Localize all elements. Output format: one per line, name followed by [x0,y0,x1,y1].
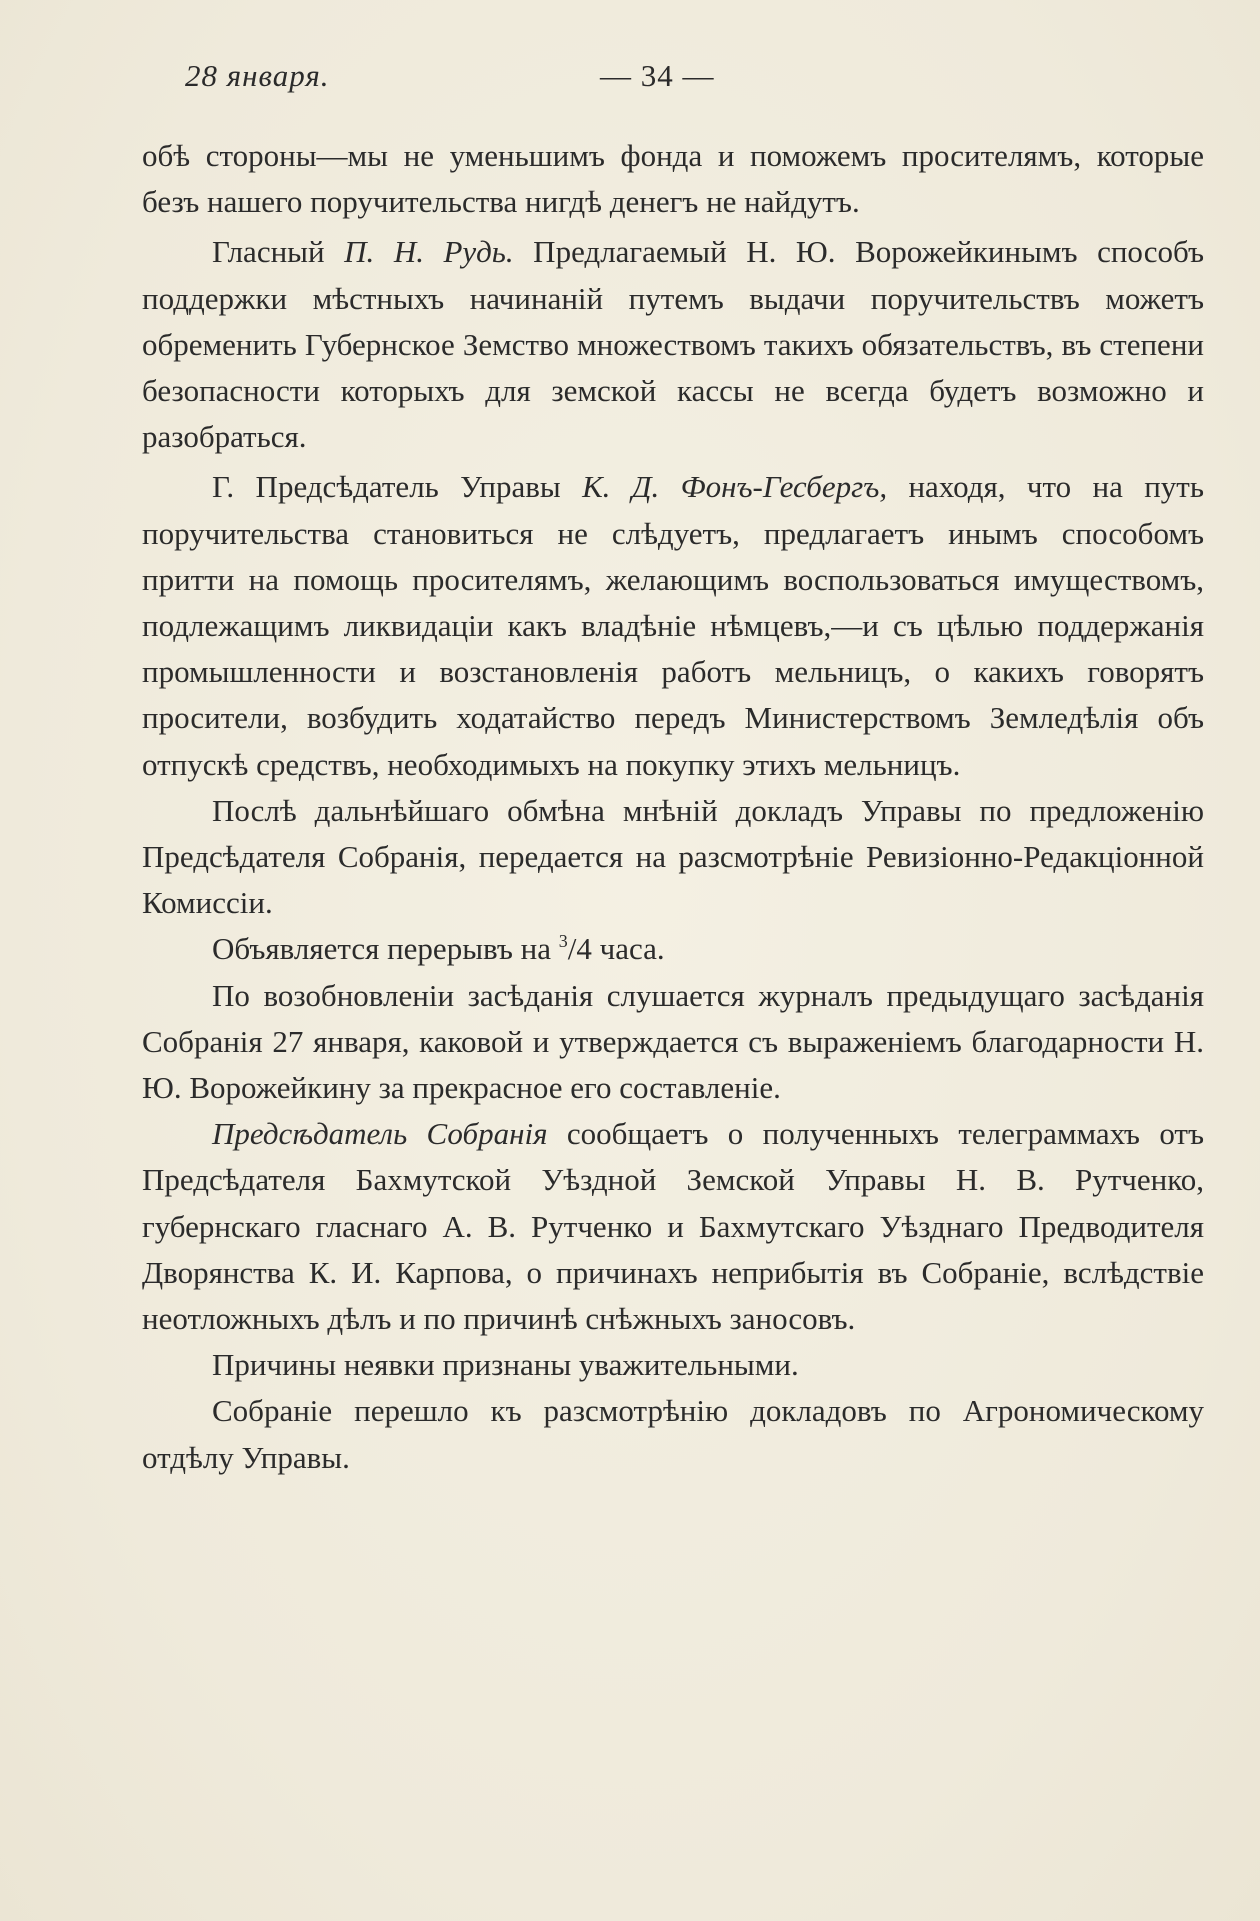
paragraph-9-text: Собраніе перешло къ разсмотрѣнію докладовъ по Агрономическому отдѣлу Управы. [142,1393,1204,1475]
paragraph-2-lead: Гласный [212,234,345,270]
header-date: 28 января. [185,58,330,93]
paragraph-1 [142,133,1204,225]
paragraph-4-text: Послѣ дальнѣйшаго обмѣна мнѣній докладъ Управы по предложенію Предсѣдателя Собранія, передается на разсмотрѣніе Ревизіонно-Редакціонной Комиссіи. [142,792,1204,921]
fraction-numerator: 3 [558,931,568,952]
paragraph-1-text: обѣ стороны—мы не уменьшимъ фонда и поможемъ просителямъ, которые безъ нашего поручительства нигдѣ денегъ не найдутъ. [142,138,1204,220]
speaker-name-rud: П. Н. Рудь. [344,234,514,270]
paragraph-6 [142,973,1204,1112]
document-body [142,133,1204,1481]
page-header [0,58,1260,108]
paragraph-2 [142,229,1204,460]
page-number: — 34 — [600,58,715,93]
speaker-name-chairman: Предсѣдатель Собранія [212,1116,548,1152]
paragraph-2-text: Предлагаемый Н. Ю. Ворожейкинымъ способъ поддержки мѣстныхъ начинаній путемъ выдачи поручительствъ можетъ обременить Губернское Земство множествомъ такихъ обязательствъ, въ степени безопасности которыхъ для земской кассы не всегда будетъ возможно и разобраться. [142,234,1204,455]
paragraph-3-text: находя, что на путь поручительства становиться не слѣдуетъ, предлагаетъ инымъ способомъ притти на помощь просителямъ, желающимъ воспользоваться имуществомъ, подлежащимъ ликвидаціи какъ владѣніе нѣмцевъ,—и съ цѣлью поддержанія промышленности и возстановленія работъ мельницъ, о какихъ говорятъ просители, возбудить ходатайство передъ Министерствомъ Земледѣлія объ отпускѣ средствъ, необходимыхъ на покупку этихъ мельницъ. [142,469,1204,782]
paragraph-7-text: сообщаетъ о полученныхъ телеграммахъ отъ Предсѣдателя Бахмутской Уѣздной Земской Управы Н. В. Рутченко, губернскаго гласнаго А. В. Рутченко и Бахмутскаго Уѣзднаго Предводителя Дворянства К. И. Карпова, о причинахъ неприбытія въ Собраніе, вслѣдствіе неотложныхъ дѣлъ и по причинѣ снѣжныхъ заносовъ. [142,1116,1204,1337]
paragraph-4 [142,788,1204,927]
paragraph-3-lead: Г. Предсѣдатель Управы [212,469,583,505]
paragraph-5-after: часа. [591,931,665,967]
paragraph-9 [142,1388,1204,1480]
speaker-name-gesberg: К. Д. Фонъ-Гесбергъ, [582,469,888,505]
fraction-denominator: /4 [567,931,592,967]
paragraph-7 [142,1111,1204,1342]
paragraph-6-text: По возобновленіи засѣданія слушается журналъ предыдущаго засѣданія Собранія 27 января, каковой и утверждается съ выраженіемъ благодарности Н. Ю. Ворожейкину за прекрасное его составленіе. [142,977,1204,1106]
paragraph-5 [142,926,1204,972]
paragraph-5-before: Объявляется перерывъ на [212,931,559,967]
paragraph-8 [142,1342,1204,1388]
paragraph-8-text: Причины неявки признаны уважительными. [212,1347,799,1383]
paragraph-3 [142,464,1204,787]
